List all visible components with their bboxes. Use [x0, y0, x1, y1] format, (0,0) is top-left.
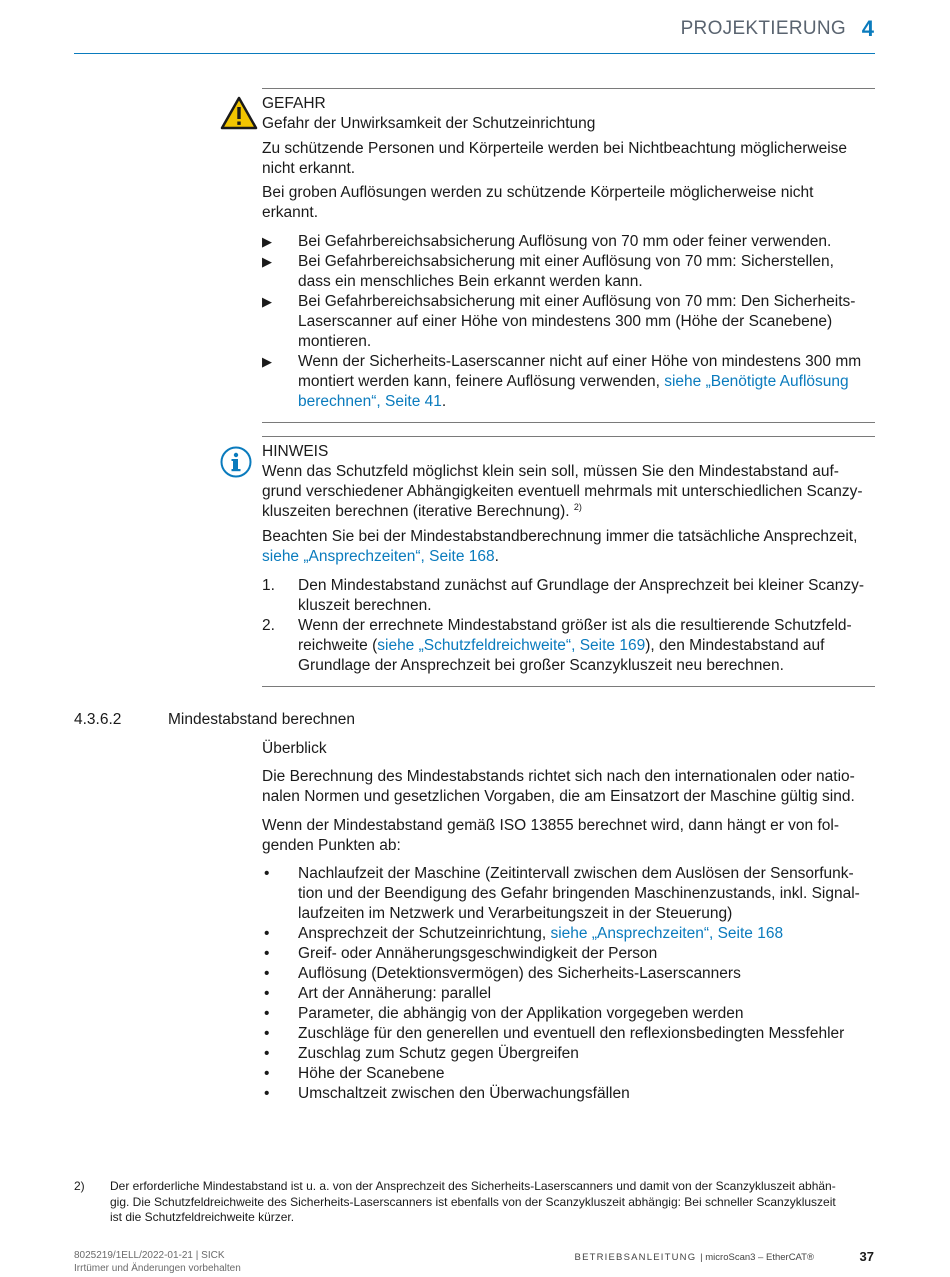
note-title: HINWEIS: [262, 443, 329, 460]
header-section-title: PROJEKTIERUNG: [680, 18, 846, 39]
section-para-2: Wenn der Mindestabstand gemäß ISO 13855 berechnet wird, dann hängt er von fol- genden Punkten ab:: [262, 817, 840, 854]
bullet-dot-icon: •: [264, 1025, 270, 1042]
danger-item-1: Bei Gefahrbereichsabsicherung Auflösung von 70 mm oder feiner verwenden.: [298, 233, 832, 250]
footer-doc-type: BETRIEBSANLEITUNG: [574, 1252, 697, 1263]
footer-disclaimer: Irrtümer und Änderungen vorbehalten: [74, 1263, 241, 1274]
bullet-dot-icon: •: [264, 1045, 270, 1062]
bullet-dot-icon: •: [264, 985, 270, 1002]
section-item-6: Parameter, die abhängig von der Applikation vorgegeben werden: [298, 1005, 744, 1022]
footer-product: | microScan3 – EtherCAT®: [700, 1252, 814, 1263]
step-number: 2.: [262, 617, 275, 634]
bullet-dot-icon: •: [264, 945, 270, 962]
section-item-3: Greif- oder Annäherungsgeschwindigkeit der Person: [298, 945, 658, 962]
section-number: 4.3.6.2: [74, 711, 122, 728]
info-icon: [220, 446, 252, 478]
footer-doc-id: 8025219/1ELL/2022-01-21 | SICK: [74, 1250, 225, 1261]
danger-item-4: Wenn der Sicherheits-Laserscanner nicht auf einer Höhe von mindestens 300 mm montiert werden kann, feinere Auflösung verwenden, siehe „Benötigte Auflösung berechnen“, Seite 41.: [298, 353, 862, 410]
note-box-top-rule: [262, 436, 875, 437]
note-para-2: Beachten Sie bei der Mindestabstandberechnung immer die tatsächliche Ansprechzeit, siehe „Ansprechzeiten“, Seite 168.: [262, 528, 858, 565]
header-rule: [74, 53, 875, 54]
section-item-8: Zuschlag zum Schutz gegen Übergreifen: [298, 1045, 579, 1062]
link-ansprechzeiten-2[interactable]: siehe „Ansprechzeiten“, Seite 168: [550, 925, 784, 942]
bullet-dot-icon: •: [264, 925, 270, 942]
footnote-text: Der erforderliche Mindestabstand ist u. a. von der Ansprechzeit des Sicherheits-Laserscanners und damit von der Scanzykluszeit abhän- gig. Die Schutzfeldreichweite des Sicherheits-Laserscanners ist ebenfalls von der Scanzykluszeit abhängig: Bei schneller Scanzykluszeit ist die Schutzfeldreichweite kürzer.: [110, 1179, 836, 1224]
section-title: Mindestabstand berechnen: [168, 711, 355, 728]
section-item-5: Art der Annäherung: parallel: [298, 985, 492, 1002]
header-chapter-number: 4: [861, 16, 874, 41]
page-number: 37: [859, 1249, 874, 1264]
arrow-bullet-icon: ▶: [262, 234, 272, 249]
note-box-bottom-rule: [262, 686, 875, 687]
link-benoetigte-aufloesung[interactable]: siehe „Benötigte Auflösung: [664, 373, 849, 390]
arrow-bullet-icon: ▶: [262, 354, 272, 369]
section-item-10: Umschaltzeit zwischen den Überwachungsfällen: [298, 1085, 630, 1102]
note-step-1: Den Mindestabstand zunächst auf Grundlage der Ansprechzeit bei kleiner Scanzy- kluszeit berechnen.: [298, 577, 865, 614]
section-item-9: Höhe der Scanebene: [298, 1065, 445, 1082]
danger-box-top-rule: [262, 88, 875, 89]
section-subheading: Überblick: [262, 740, 327, 757]
danger-title: GEFAHR: [262, 95, 326, 112]
link-ansprechzeiten[interactable]: siehe „Ansprechzeiten“, Seite 168: [262, 548, 495, 565]
bullet-dot-icon: •: [264, 1065, 270, 1082]
danger-para-1: Zu schützende Personen und Körperteile werden bei Nichtbeachtung möglicherweise nicht erkannt.: [262, 140, 848, 177]
section-item-2: Ansprechzeit der Schutzeinrichtung, siehe „Ansprechzeiten“, Seite 168: [298, 925, 784, 942]
bullet-dot-icon: •: [264, 865, 270, 882]
step-number: 1.: [262, 577, 275, 594]
danger-subtitle: Gefahr der Unwirksamkeit der Schutzeinrichtung: [262, 115, 596, 132]
section-item-7: Zuschläge für den generellen und eventuell den reflexionsbedingten Messfehler: [298, 1025, 845, 1042]
danger-item-3: Bei Gefahrbereichsabsicherung mit einer Auflösung von 70 mm: Den Sicherheits- Laserscanner auf einer Höhe von mindestens 300 mm (Höhe der Scanebene) montieren.: [298, 293, 856, 350]
link-schutzfeldreichweite[interactable]: siehe „Schutzfeldreichweite“, Seite 169: [377, 637, 646, 654]
arrow-bullet-icon: ▶: [262, 254, 272, 269]
section-item-1: Nachlaufzeit der Maschine (Zeitintervall zwischen dem Auslösen der Sensorfunk- tion und der Beendigung des Gefahr bringenden Maschinenzustands, inkl. Signal- laufzeiten im Netzwerk und Verarbeitungszeit in der Steuerung): [298, 865, 860, 922]
footnote-marker: 2): [74, 1179, 85, 1193]
note-para-1: Wenn das Schutzfeld möglichst klein sein soll, müssen Sie den Mindestabstand auf- grund verschiedener Abhängigkeiten eventuell mehrmals mit unterschiedlichen Scanzy- kluszeiten berechnen (iterative Berechnung). $^{2)}$: [262, 463, 863, 520]
bullet-dot-icon: •: [264, 1005, 270, 1022]
section-item-4: Auflösung (Detektionsvermögen) des Sicherheits-Laserscanners: [298, 965, 741, 982]
danger-item-2: Bei Gefahrbereichsabsicherung mit einer Auflösung von 70 mm: Sicherstellen, dass ein menschliches Bein erkannt werden kann.: [298, 253, 834, 290]
footer-doc-info: [575, 1252, 814, 1263]
bullet-dot-icon: •: [264, 1085, 270, 1102]
note-step-2: Wenn der errechnete Mindestabstand größer ist als die resultierende Schutzfeld- reichweite (siehe „Schutzfeldreichweite“, Seite 169), den Mindestabstand auf Grundlage der Ansprechzeit bei großer Scanzykluszeit neu berechnen.: [298, 617, 852, 674]
link-benoetigte-aufloesung-cont[interactable]: berechnen“, Seite 41: [298, 393, 442, 410]
danger-para-2: Bei groben Auflösungen werden zu schützende Körperteile möglicherweise nicht erkannt.: [262, 184, 814, 221]
warning-triangle-icon: [220, 96, 258, 130]
arrow-bullet-icon: ▶: [262, 294, 272, 309]
footnote-ref[interactable]: 2): [573, 502, 582, 512]
section-para-1: Die Berechnung des Mindestabstands richtet sich nach den internationalen oder natio- nalen Normen und gesetzlichen Vorgaben, die am Einsatzort der Maschine gültig sind.: [262, 768, 855, 805]
bullet-dot-icon: •: [264, 965, 270, 982]
danger-box-bottom-rule: [262, 422, 875, 423]
